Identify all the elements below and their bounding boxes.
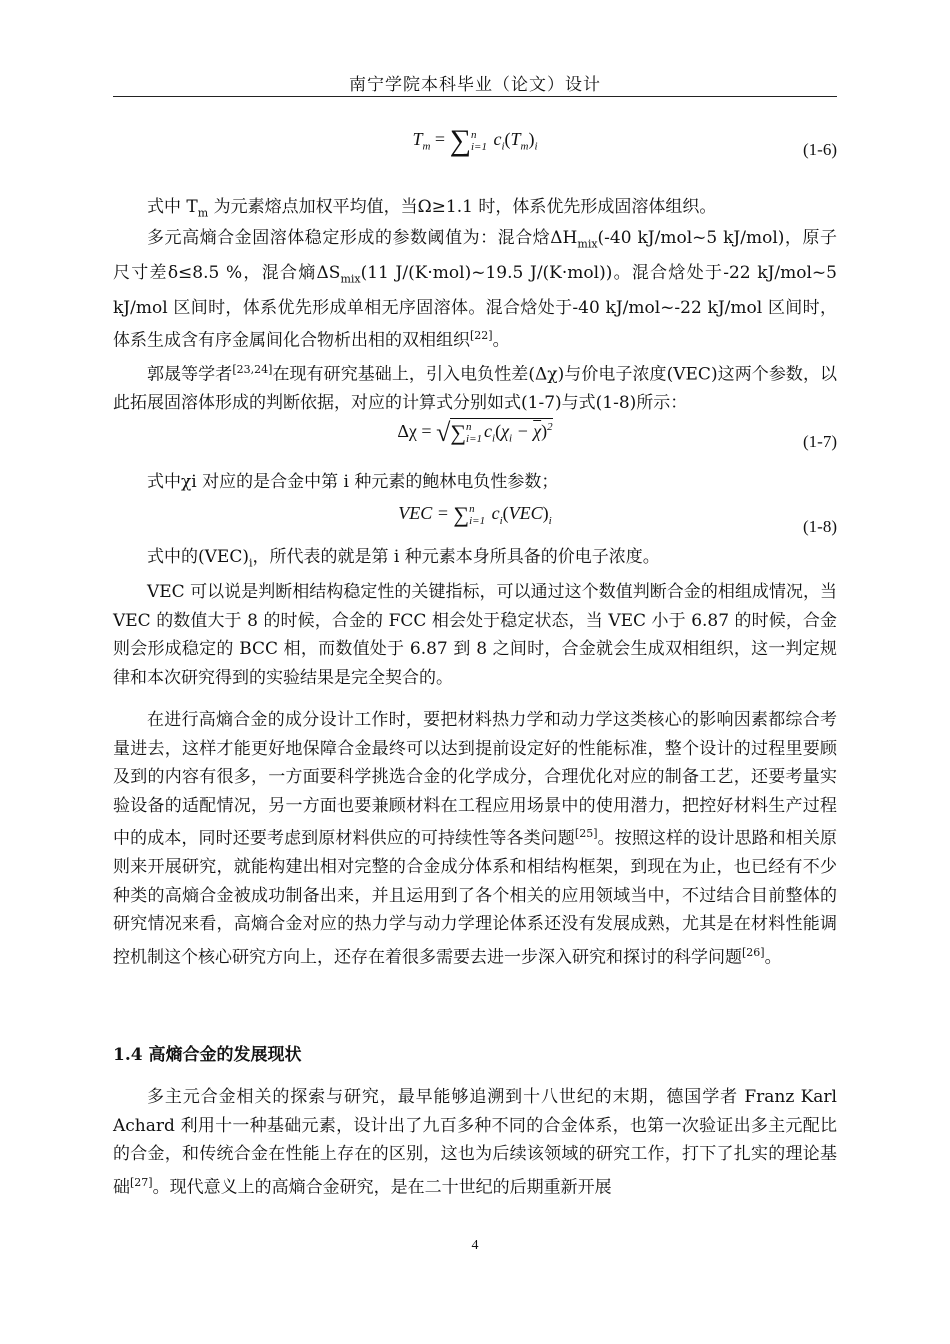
- equation-1-7-formula: Δχ = √∑n i=1 $c_i(\chi_i - \overline{\chi})^2$: [397, 418, 553, 447]
- section-heading: 1.4 高熵合金的发展现状: [113, 1045, 302, 1065]
- equation-1-6: [113, 126, 837, 176]
- paragraph-4: 式中χi 对应的是合金中第 i 种元素的鲍林电负性参数；: [147, 472, 559, 492]
- equation-number: (1-8): [803, 517, 837, 536]
- page-number: 4: [471, 1238, 479, 1253]
- paragraph-2: 多元高熵合金固溶体稳定形成的参数阈值为：混合焓$\Delta H_{mix}(-40$ kJ/mol~5 kJ/mol)，原子尺寸差δ≤8.5 %，混合熵$\Delta S_{mix}(11$ J/(K·mol)~19.5 J/(K·mol))。混合焓处于-22 kJ/mol~5 kJ/mol 区间时，体系优先形成单相无序固溶体。混合焓处于-40 kJ/mol~-22 kJ/mol 区间时，体系生成含有序金属间化合物析出相的双相组织[22]。: [113, 228, 837, 351]
- paragraph-1: 式中 $T_m$ 为元素熔点加权平均值，当Ω≥1.1 时，体系优先形成固溶体组织。: [147, 197, 717, 220]
- paragraph-6: VEC 可以说是判断相结构稳定性的关键指标，可以通过这个数值判断合金的相组成情况，当 VEC 的数值大于 8 的时候，合金的 FCC 相会处于稳定状态，当 VEC 小于 6.87 的时候，合金则会形成稳定的 BCC 相，而数值处于 6.87 到 8 之间时，合金就会生成双相组织，这一判定规律和本次研究得到的实验结果是完全契合的。: [113, 582, 837, 688]
- paragraph-8: 多主元合金相关的探索与研究，最早能够追溯到十八世纪的末期，德国学者 Franz Karl Achard 利用十一种基础元素，设计出了九百多种不同的合金体系，也第一次验证出多主元配比的合金，和传统合金在性能上存在的区别，这也为后续该领域的研究工作，打下了扎实的理论基础[27]。现代意义上的高熵合金研究，是在二十世纪的后期重新开展: [113, 1087, 837, 1198]
- paragraph-3: 郭晟等学者[23,24]在现有研究基础上，引入电负性差(Δχ)与价电子浓度(VEC)这两个参数，以此拓展固溶体形成的判断依据，对应的计算式分别如式(1-7)与式(1-8)所示：: [113, 363, 837, 414]
- equation-number: (1-6): [803, 140, 837, 159]
- equation-1-7: [113, 418, 837, 468]
- paragraph-7: 在进行高熵合金的成分设计工作时，要把材料热力学和动力学这类核心的影响因素都综合考量进去，这样才能更好地保障合金最终可以达到提前设定好的性能标准，整个设计的过程里要顾及到的内容有很多，一方面要科学挑选合金的化学成分，合理优化对应的制备工艺，还要考量实验设备的适配情况，另一方面也要兼顾材料在工程应用场景中的使用潜力，把控好材料生产过程中的成本，同时还要考虑到原材料供应的可持续性等各类问题[25]。按照这样的设计思路和相关原则来开展研究，就能构建出相对完整的合金成分体系和相结构框架，到现在为止，也已经有不少种类的高熵合金被成功制备出来，并且运用到了各个相关的应用领域当中，不过结合目前整体的研究情况来看，高熵合金对应的热力学与动力学理论体系还没有发展成熟，尤其是在材料性能调控机制这个核心研究方向上，还存在着很多需要去进一步深入研究和探讨的科学问题[26]。: [113, 710, 838, 968]
- paragraph-5: 式中的$(VEC)_i$，所代表的就是第 i 种元素本身所具备的价电子浓度。: [147, 547, 660, 570]
- equation-1-6-formula: $T_m = \sum n$ i=1 $c_i(T_m)_i$: [412, 124, 538, 157]
- equation-1-8-formula: VEC = ∑n i=1 $c_i(VEC)_i$: [398, 502, 552, 528]
- header-rule: [113, 96, 837, 97]
- equation-number: (1-7): [803, 432, 837, 451]
- page-header: 南宁学院本科毕业（论文）设计: [349, 75, 601, 95]
